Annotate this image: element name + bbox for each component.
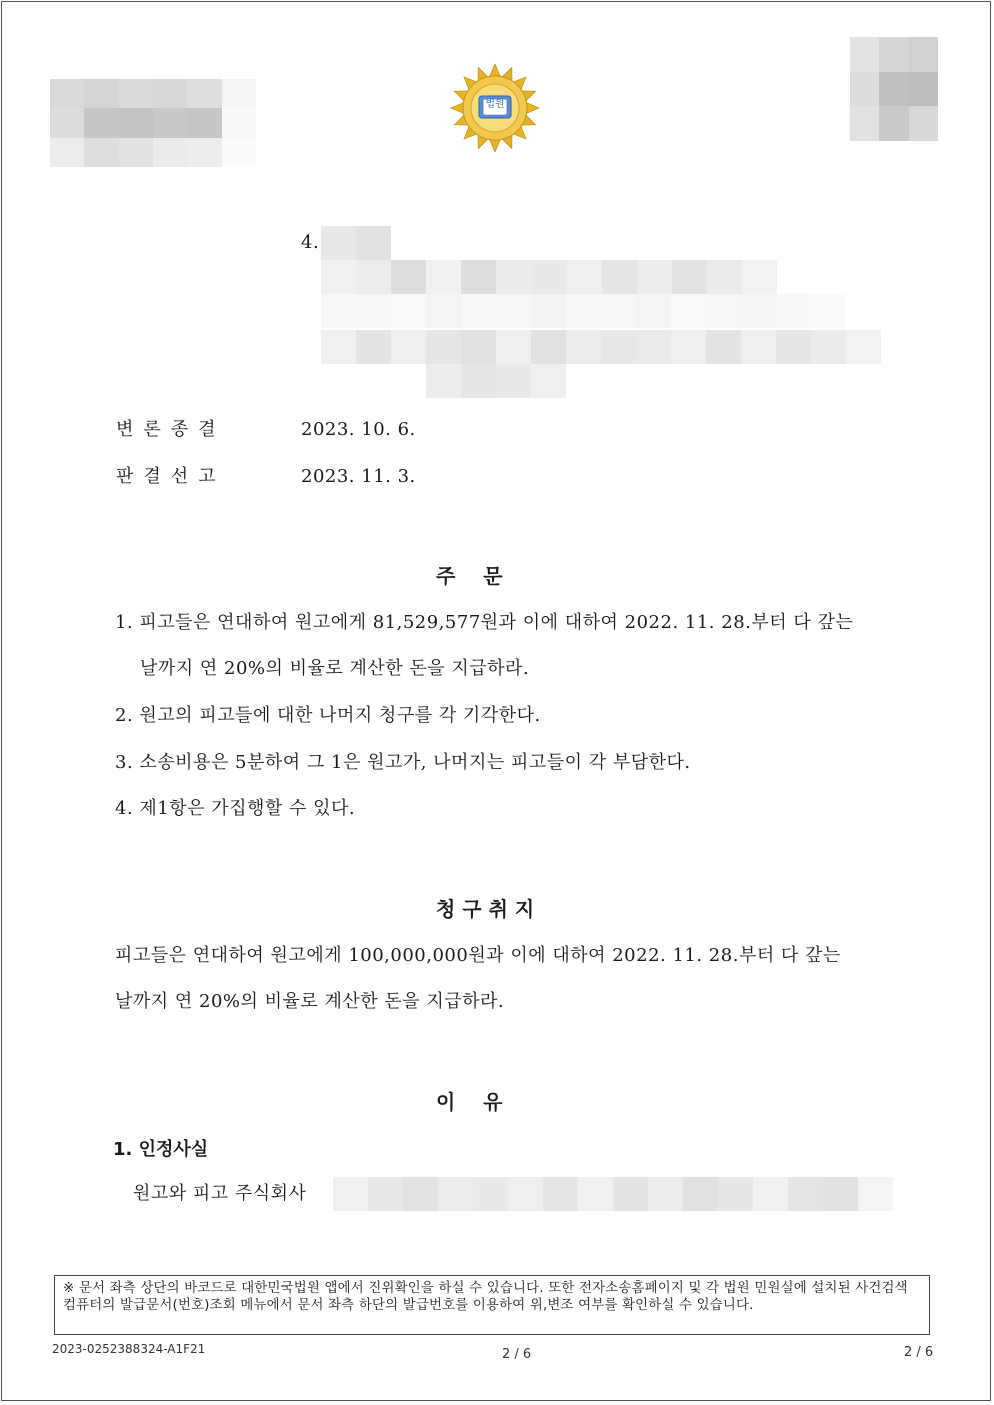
redacted-party-name	[321, 226, 391, 260]
page-number-right: 2 / 6	[904, 1345, 934, 1360]
date-value-argument-closed: 2023. 10. 6.	[301, 419, 416, 440]
judgment-heading: 주 문	[436, 564, 503, 588]
redacted-party-representative	[321, 330, 881, 364]
redacted-party-detail	[321, 294, 845, 328]
issue-number: 2023-0252388324-A1F21	[52, 1342, 206, 1356]
party-number: 4.	[301, 232, 320, 253]
document-page	[1, 1, 991, 1401]
redacted-party-extra	[426, 364, 566, 398]
judgment-item-4: 4. 제1항은 가집행할 수 있다.	[115, 798, 356, 819]
claim-line1: 피고들은 연대하여 원고에게 100,000,000원과 이에 대하여 2022. 11. 28.부터 다 갚는	[115, 945, 841, 966]
claim-heading: 청 구 취 지	[436, 897, 535, 921]
redacted-party-address	[321, 260, 777, 294]
claim-line2: 날까지 연 20%의 비율로 계산한 돈을 지급하라.	[115, 991, 505, 1012]
judgment-item-2: 2. 원고의 피고들에 대한 나머지 청구를 각 기각한다.	[115, 705, 541, 726]
judgment-item-3: 3. 소송비용은 5분하여 그 1은 원고가, 나머지는 피고들이 각 부담한다.	[115, 752, 691, 773]
verification-notice: ※ 문서 좌측 상단의 바코드로 대한민국법원 앱에서 진위확인을 하실 수 있습니다. 또한 전자소송홈페이지 및 각 법원 민원실에 설치된 사건검색 컴퓨터의 발급문서(번호)조회 메뉴에서 문서 좌측 하단의 발급번호를 이용하여 위,변조 여부를 확인하실 수 있습니다.	[54, 1275, 930, 1335]
reasons-section-1-title: 1. 인정사실	[113, 1139, 209, 1160]
redacted-qr-code	[850, 37, 938, 141]
page-number-center: 2 / 6	[502, 1347, 532, 1362]
date-label-judgment-pronounced: 판결선고	[116, 466, 226, 487]
emblem-label: 법원	[485, 99, 505, 110]
redacted-company-name	[333, 1177, 893, 1211]
reasons-text-start: 원고와 피고 주식회사	[133, 1183, 307, 1204]
date-label-argument-closed: 변론종결	[116, 419, 226, 440]
reasons-heading: 이 유	[436, 1090, 503, 1114]
date-value-judgment-pronounced: 2023. 11. 3.	[301, 466, 416, 487]
redacted-barcode	[50, 79, 256, 167]
judgment-item-1-line2: 날까지 연 20%의 비율로 계산한 돈을 지급하라.	[140, 658, 530, 679]
judgment-item-1-line1: 1. 피고들은 연대하여 원고에게 81,529,577원과 이에 대하여 2022. 11. 28.부터 다 갚는	[115, 612, 854, 633]
